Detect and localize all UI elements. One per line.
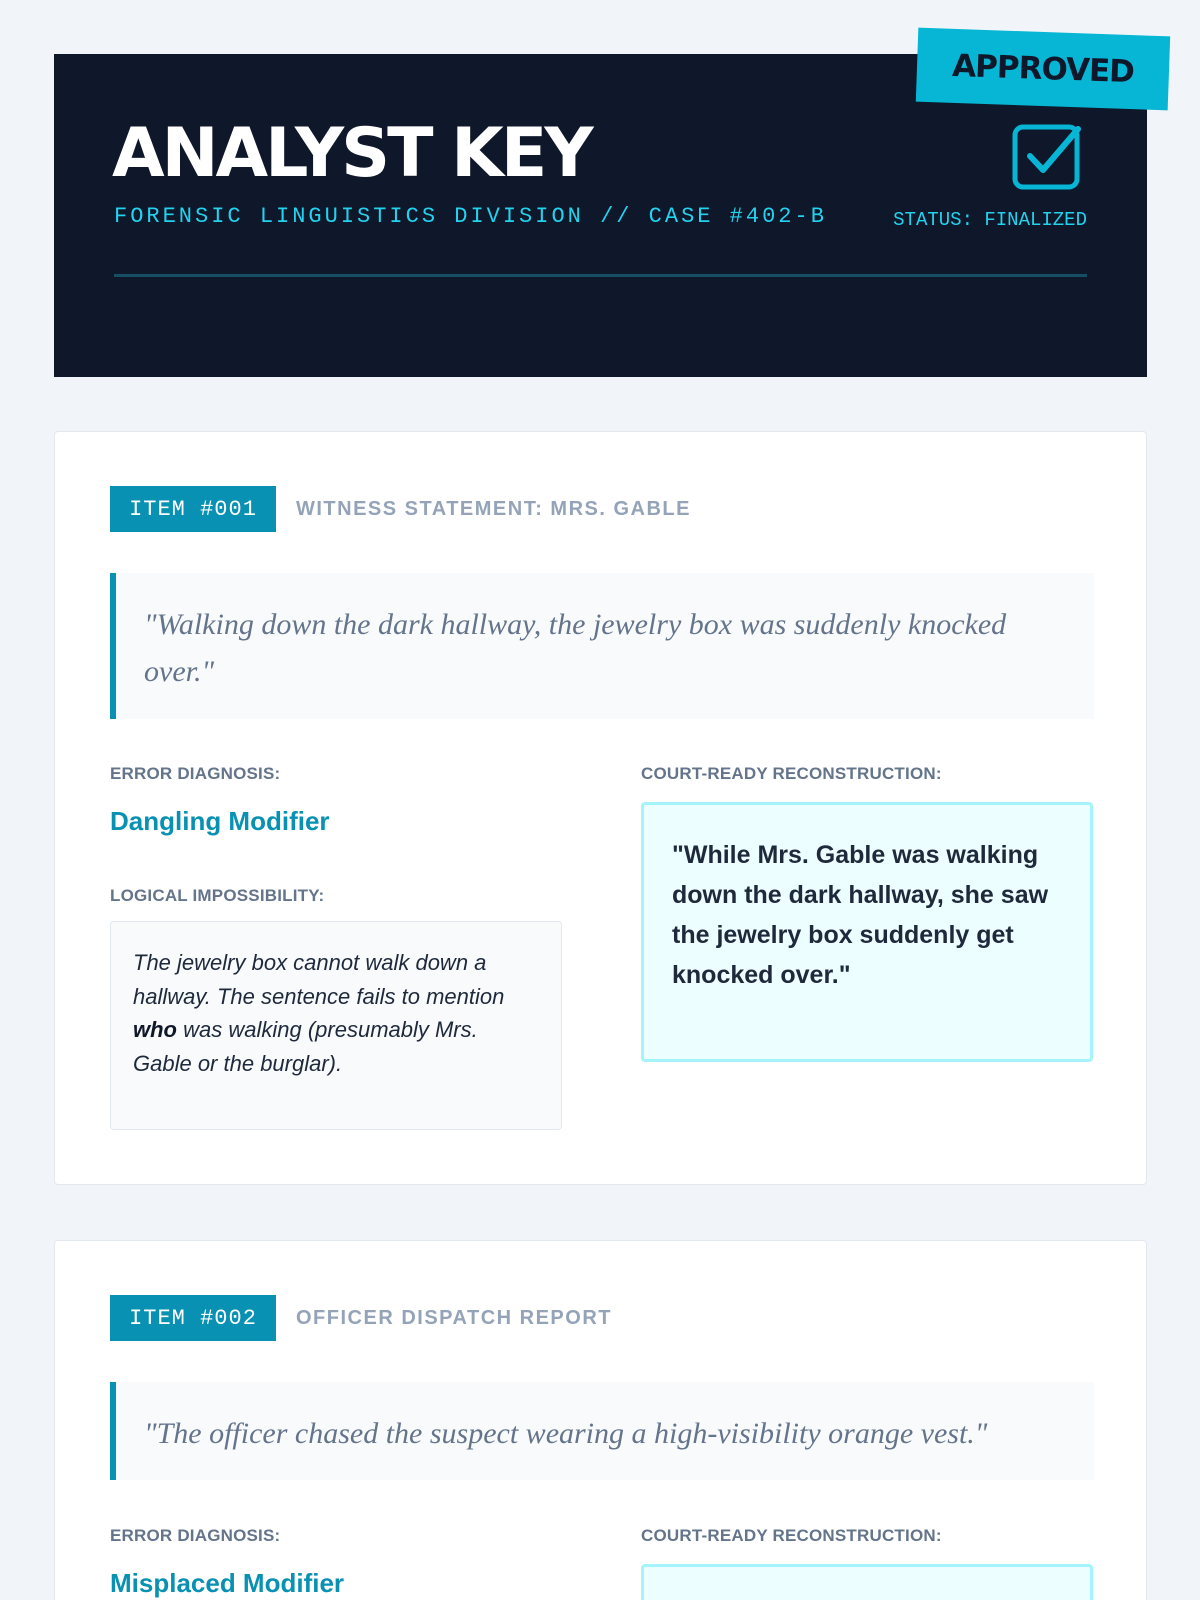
logical-impossibility-label: LOGICAL IMPOSSIBILITY: bbox=[110, 886, 325, 905]
header-divider bbox=[114, 274, 1087, 277]
case-subtitle: FORENSIC LINGUISTICS DIVISION // CASE #402-B bbox=[114, 204, 827, 229]
reconstruction-label: COURT-READY RECONSTRUCTION: bbox=[641, 1526, 942, 1545]
item-badge: ITEM #001 bbox=[110, 486, 276, 532]
error-diagnosis-label: ERROR DIAGNOSIS: bbox=[110, 1526, 281, 1545]
reconstruction-box: "While Mrs. Gable was walking down the dark hallway, she saw the jewelry box suddenly get knocked over." bbox=[641, 802, 1093, 1062]
item-card bbox=[54, 1240, 1147, 1600]
reconstruction-box bbox=[641, 1564, 1093, 1600]
checked-box-icon bbox=[1012, 120, 1084, 192]
logic-text: The jewelry box cannot walk down a hallway. The sentence fails to mention bbox=[133, 950, 505, 1009]
item-source: OFFICER DISPATCH REPORT bbox=[296, 1307, 612, 1329]
original-quote: "Walking down the dark hallway, the jewelry box was suddenly knocked over." bbox=[110, 573, 1094, 719]
logic-text-end: was walking (presumably Mrs. Gable or the burglar). bbox=[133, 1017, 478, 1076]
diagnosis-value: Misplaced Modifier bbox=[110, 1568, 345, 1598]
diagnosis-value: Dangling Modifier bbox=[110, 806, 330, 836]
approved-stamp: APPROVED bbox=[916, 28, 1170, 111]
status-label: STATUS: FINALIZED bbox=[893, 209, 1087, 231]
page-title: ANALYST KEY bbox=[112, 114, 591, 193]
reconstruction-label: COURT-READY RECONSTRUCTION: bbox=[641, 764, 942, 783]
original-quote: "The officer chased the suspect wearing a high-visibility orange vest." bbox=[110, 1382, 1094, 1480]
item-source: WITNESS STATEMENT: MRS. GABLE bbox=[296, 498, 691, 520]
item-card bbox=[54, 431, 1147, 1185]
item-badge: ITEM #002 bbox=[110, 1295, 276, 1341]
logic-emphasis: who bbox=[133, 1017, 177, 1042]
logic-explanation bbox=[110, 921, 562, 1130]
error-diagnosis-label: ERROR DIAGNOSIS: bbox=[110, 764, 281, 783]
